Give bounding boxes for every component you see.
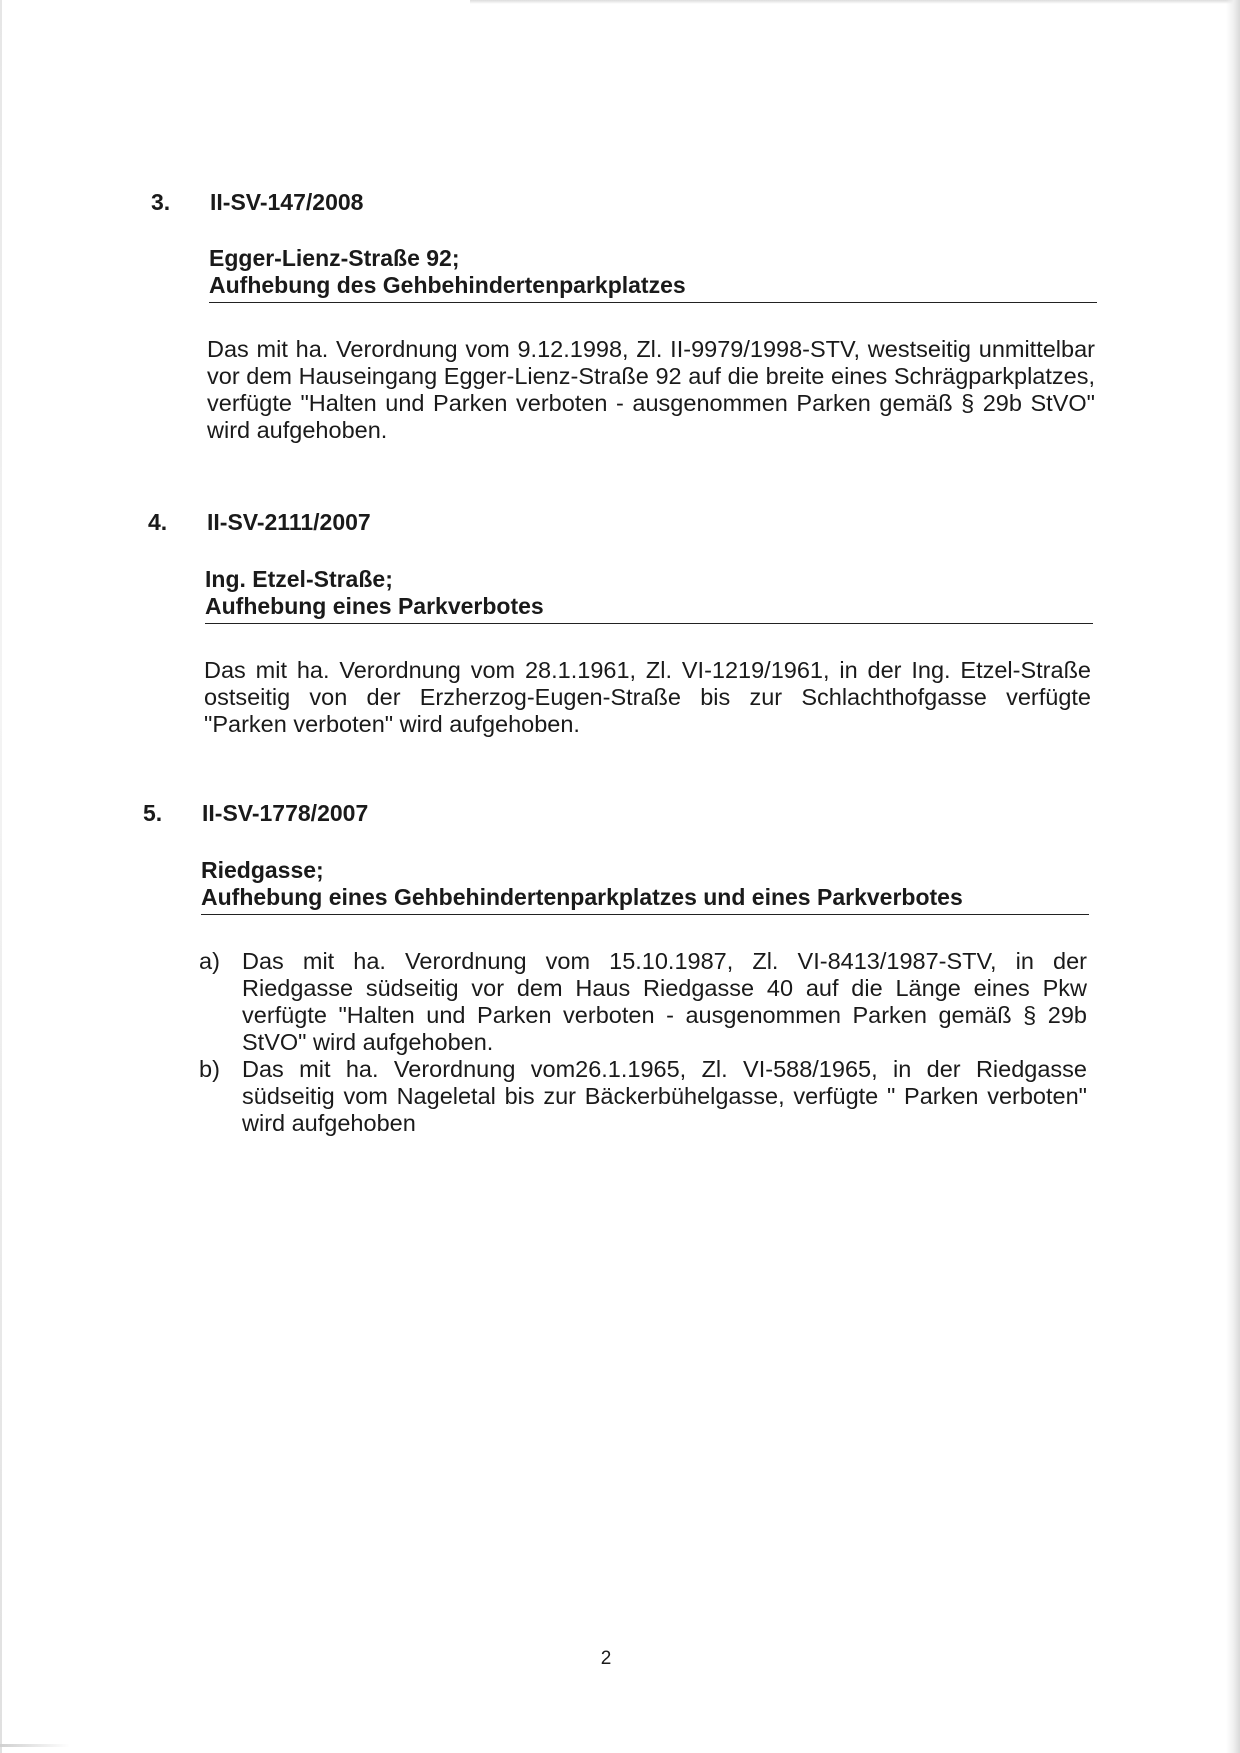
item-title-line2: Aufhebung eines Gehbehindertenparkplatzes und eines Parkverbotes [201, 884, 963, 910]
scan-edge-bottom [0, 1744, 70, 1747]
subitem-b [199, 1056, 1087, 1137]
item-4-heading [148, 508, 371, 536]
scan-edge-right [1226, 0, 1240, 1753]
subitem-label: a) [199, 948, 220, 974]
item-number: 4. [148, 509, 168, 535]
subitem-text: Das mit ha. Verordnung vom 15.10.1987, Zl. VI-8413/1987-STV, in der Riedgasse südseitig vor dem Haus Riedgasse 40 auf die Länge eines Pkw verfügte "Halten und Parken verboten - ausgenommen Parken gemäß § 29b StVO" wird aufgehoben. [242, 948, 1087, 1055]
page-number: 2 [600, 1648, 612, 1669]
item-5-heading [143, 799, 368, 827]
item-title-line1: Egger-Lienz-Straße 92; [209, 245, 460, 271]
title-underline [201, 914, 1089, 915]
item-5-subitems [199, 948, 1087, 1137]
scan-edge-left [0, 0, 2, 1753]
item-code: II-SV-147/2008 [210, 189, 364, 215]
subitem-label: b) [199, 1056, 220, 1082]
scan-edge-top [470, 0, 1240, 4]
item-title-line1: Ing. Etzel-Straße; [205, 566, 393, 592]
item-code: II-SV-2111/2007 [207, 509, 371, 535]
item-title-line1: Riedgasse; [201, 857, 324, 883]
item-number: 5. [143, 800, 163, 826]
item-4-body: Das mit ha. Verordnung vom 28.1.1961, Zl. VI-1219/1961, in der Ing. Etzel-Straße ostseitig von der Erzherzog-Eugen-Straße bis zur Schlachthofgasse verfügte "Parken verboten" wird aufgehoben. [204, 657, 1091, 737]
title-underline [205, 623, 1093, 624]
item-3-heading [151, 188, 363, 216]
item-5-title [201, 857, 1089, 915]
item-number: 3. [151, 189, 171, 215]
item-3-body: Das mit ha. Verordnung vom 9.12.1998, Zl. II-9979/1998-STV, westseitig unmittelbar vor dem Hauseingang Egger-Lienz-Straße 92 auf die breite eines Schrägparkplatzes, verfügte "Halten und Parken verboten - ausgenommen Parken gemäß § 29b StVO" wird aufgehoben. [207, 336, 1095, 443]
subitem-text: Das mit ha. Verordnung vom26.1.1965, Zl. VI-588/1965, in der Riedgasse südseitig vom Nageletal bis zur Bäckerbühelgasse, verfügte " Parken verboten" wird aufgehoben [242, 1056, 1087, 1136]
item-title-line2: Aufhebung eines Parkverbotes [205, 593, 544, 619]
subitem-a [199, 948, 1087, 1056]
item-title-line2: Aufhebung des Gehbehindertenparkplatzes [209, 272, 686, 298]
item-3-title [209, 245, 1097, 303]
title-underline [209, 302, 1097, 303]
item-code: II-SV-1778/2007 [202, 800, 369, 826]
item-4-title [205, 566, 1093, 624]
